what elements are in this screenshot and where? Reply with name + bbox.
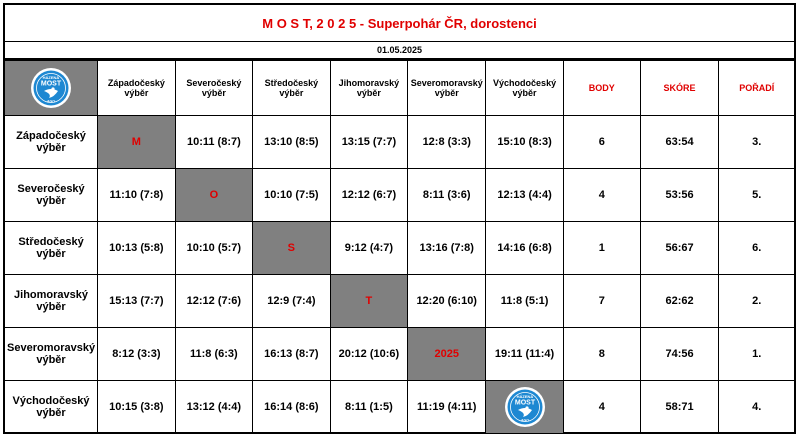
logo-main-text: MOST (40, 80, 62, 88)
result-cell: 10:10 (5:7) (175, 222, 253, 275)
club-logo-icon (504, 386, 546, 428)
result-cell: 19:11 (11:4) (486, 328, 564, 381)
result-cell: 8:12 (3:3) (98, 328, 176, 381)
result-cell: 12:12 (7:6) (175, 275, 253, 328)
score-cell: 74:56 (640, 328, 719, 381)
rank-cell: 3. (719, 116, 794, 169)
logo-bottom-text: AGO (520, 418, 529, 423)
result-cell: 10:10 (7:5) (253, 169, 330, 222)
diagonal-cell: S (253, 222, 330, 275)
column-header: Východočeský výběr (486, 61, 564, 116)
logo-top-text: HÁZENÁ (516, 394, 533, 399)
result-cell: 12:12 (6:7) (330, 169, 408, 222)
result-cell: 8:11 (3:6) (408, 169, 486, 222)
result-cell: 15:13 (7:7) (98, 275, 176, 328)
score-cell: 53:56 (640, 169, 719, 222)
result-cell: 12:13 (4:4) (486, 169, 564, 222)
column-header: Západočeský výběr (98, 61, 176, 116)
logo-bottom-text: AGO (47, 99, 56, 104)
column-header: Severočeský výběr (175, 61, 253, 116)
points-cell: 8 (563, 328, 640, 381)
result-cell: 11:8 (6:3) (175, 328, 253, 381)
rank-header: POŘADÍ (719, 61, 794, 116)
points-cell: 7 (563, 275, 640, 328)
diagonal-cell: 2025 (408, 328, 486, 381)
score-cell: 58:71 (640, 381, 719, 434)
table-row (5, 222, 794, 275)
points-cell: 4 (563, 169, 640, 222)
result-cell: 8:11 (1:5) (330, 381, 408, 434)
rank-cell: 6. (719, 222, 794, 275)
rank-cell: 5. (719, 169, 794, 222)
team-name: Severočeský výběr (5, 169, 98, 222)
match-date: 01.05.2025 (5, 42, 794, 60)
result-cell: 13:12 (4:4) (175, 381, 253, 434)
result-cell: 15:10 (8:3) (486, 116, 564, 169)
result-cell: 10:15 (3:8) (98, 381, 176, 434)
score-cell: 56:67 (640, 222, 719, 275)
table-row (5, 169, 794, 222)
diagonal-cell: O (175, 169, 253, 222)
table-row (5, 116, 794, 169)
corner-logo-cell (5, 61, 98, 116)
result-cell: 12:9 (7:4) (253, 275, 330, 328)
result-cell: 12:8 (3:3) (408, 116, 486, 169)
points-cell: 4 (563, 381, 640, 434)
result-cell: 11:8 (5:1) (486, 275, 564, 328)
table-row (5, 381, 794, 434)
team-name: Západočeský výběr (5, 116, 98, 169)
logo-main-text: MOST (514, 399, 535, 407)
column-header: Jihomoravský výběr (330, 61, 408, 116)
result-cell: 13:16 (7:8) (408, 222, 486, 275)
results-table (5, 60, 794, 433)
result-cell: 10:11 (8:7) (175, 116, 253, 169)
table-row (5, 275, 794, 328)
result-cell: 11:19 (4:11) (408, 381, 486, 434)
result-cell: 16:14 (8:6) (253, 381, 330, 434)
team-name: Severomoravský výběr (5, 328, 98, 381)
score-cell: 63:54 (640, 116, 719, 169)
rank-cell: 2. (719, 275, 794, 328)
column-header: Severomoravský výběr (408, 61, 486, 116)
result-cell: 10:13 (5:8) (98, 222, 176, 275)
logo-top-text: HÁZENÁ (42, 75, 60, 80)
diagonal-cell: T (330, 275, 408, 328)
team-name: Východočeský výběr (5, 381, 98, 434)
result-cell: 20:12 (10:6) (330, 328, 408, 381)
diagonal-cell: M (98, 116, 176, 169)
diagonal-logo-cell (486, 381, 564, 434)
score-header: SKÓRE (640, 61, 719, 116)
rank-cell: 4. (719, 381, 794, 434)
team-name: Středočeský výběr (5, 222, 98, 275)
header-row (5, 61, 794, 116)
team-name: Jihomoravský výběr (5, 275, 98, 328)
column-header: Středočeský výběr (253, 61, 330, 116)
results-sheet (3, 3, 796, 434)
points-cell: 1 (563, 222, 640, 275)
points-header: BODY (563, 61, 640, 116)
result-cell: 13:10 (8:5) (253, 116, 330, 169)
result-cell: 11:10 (7:8) (98, 169, 176, 222)
rank-cell: 1. (719, 328, 794, 381)
result-cell: 13:15 (7:7) (330, 116, 408, 169)
result-cell: 9:12 (4:7) (330, 222, 408, 275)
result-cell: 16:13 (8:7) (253, 328, 330, 381)
points-cell: 6 (563, 116, 640, 169)
sheet-title: M O S T, 2 0 2 5 - Superpohár ČR, dorostenci (5, 5, 794, 42)
table-row (5, 328, 794, 381)
result-cell: 12:20 (6:10) (408, 275, 486, 328)
score-cell: 62:62 (640, 275, 719, 328)
club-logo-icon (30, 67, 72, 109)
result-cell: 14:16 (6:8) (486, 222, 564, 275)
